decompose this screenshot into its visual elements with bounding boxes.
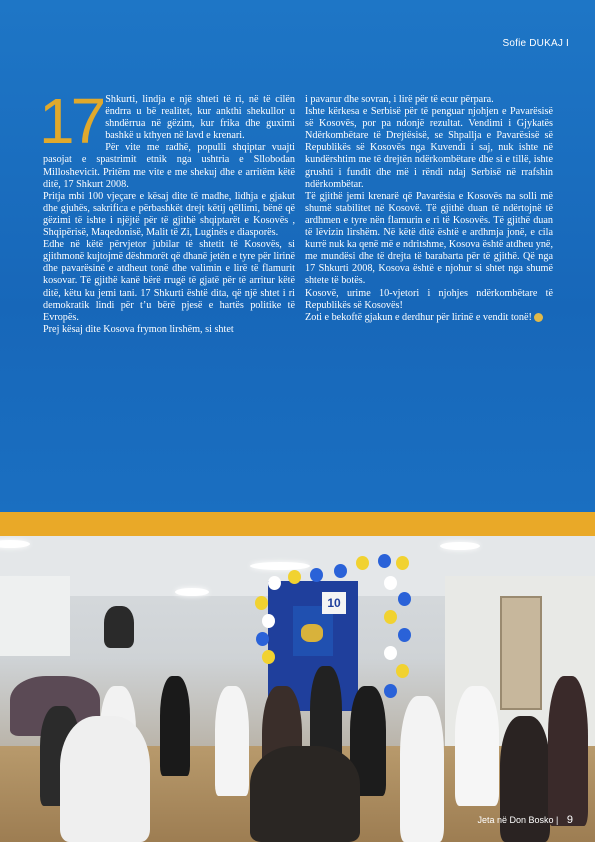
- balloon: [384, 684, 397, 698]
- anniversary-sign: 10: [322, 592, 346, 614]
- dancer: [548, 676, 588, 826]
- page-footer: [477, 814, 573, 826]
- author-name: Sofie DUKAJ I: [502, 38, 569, 49]
- wall-portrait: [104, 606, 134, 648]
- event-photo: [0, 536, 595, 842]
- balloon: [384, 576, 397, 590]
- paragraph: i pavarur dhe sovran, i lirë për të ecur përpara.: [305, 94, 494, 105]
- closing-line: Zoti e bekoftë gjakun e derdhur për lirinë e vendit tonë!: [305, 311, 532, 323]
- paragraph: Prej kësaj dite Kosova frymon lirshëm, si shtet: [43, 323, 234, 335]
- balloon: [396, 664, 409, 678]
- balloon: [268, 576, 281, 590]
- balloon: [356, 556, 369, 570]
- balloon: [396, 556, 409, 570]
- paragraph: [305, 312, 553, 324]
- balloon: [310, 568, 323, 582]
- foreground-person: [250, 746, 360, 842]
- ceiling-light: [440, 542, 480, 550]
- emblem-icon: [534, 313, 543, 322]
- article-column-left: [39, 85, 295, 336]
- photo-door: [500, 596, 542, 710]
- ceiling-light: [250, 562, 310, 570]
- page-number: 9: [566, 814, 573, 826]
- paragraph: Për vite me radhë, populli shqiptar vuajti pasojat e spastrimit etnik nga ushtria e Sllobodan Milloshevicit. Pritëm me vite e me shekuj dhe e arritëm këtë ditë, 17 Shkurt 2008.: [43, 142, 295, 190]
- paragraph: Edhe në këtë përvjetor jubilar të shtetit të Kosovës, si gjithmonë kujtojmë dëshmorët që dhanë jetën e tyre për lirinë dhe pavarësinë e atdheut tonë dhe valimin e lirë të flamurit kosovar. Të gjithë kanë bërë rrugë të gjatë për të arritur këtë ditë, këtu ku jemi tani. 17 Shkurti është dita, që një shtet i ri demokratik lindi për t’u bërë pjesë e hartës politike të Evropës.: [43, 239, 295, 323]
- dancer: [160, 676, 190, 776]
- dancer: [455, 686, 499, 806]
- balloon: [378, 554, 391, 568]
- drop-cap: 17: [39, 85, 103, 157]
- paragraph: Ishte kërkesa e Serbisë për të penguar njohjen e Pavarësisë së Kosovës, por pa ndonjë rezultat. Vendimi i Gjykatës Ndërkombëtare të Drejtësisë, se Shpallja e Pavarësisë së Republikës së Kosovës nga Kuvendi i saj, nuk ishte në kundërshtim me të drejtën ndërkombëtare dhe si e tillë, ishte grushti i fundit dhe më i rëndi ndaj Serbisë në rrafshin ndërkombëtar.: [305, 106, 553, 190]
- paragraph: Shkurti, lindja e një shteti të ri, në të cilën ëndrra u bë realitet, kur ankthi shekullor u shndërrua në gëzim, kur frika dhe guximi bashkë u kthyen në lavd e krenari.: [105, 94, 295, 142]
- photo-window: [0, 576, 70, 656]
- balloon: [398, 628, 411, 642]
- balloon: [255, 596, 268, 610]
- balloon: [262, 650, 275, 664]
- dancer: [215, 686, 249, 796]
- ceiling-light: [175, 588, 209, 596]
- balloon: [334, 564, 347, 578]
- paragraph: Pritja mbi 100 vjeçare e kësaj dite të madhe, lidhja e gjakut dhe gjuhës, sakrifica e përbashkët drejt këtij qëllimi, bënë që gëzimi të ishte i njëjtë për të gjithë shqiptarët e Kosovës , Shqipërisë, Maqedonisë, Malit të Zi, Luginës e diasporës.: [43, 190, 295, 239]
- paragraph: Të gjithë jemi krenarë që Pavarësia e Kosovës na solli më shumë stabilitet në Kosovë. Të gjithë duan të ndërtojnë të ardhmen e tyre nën flamurin e ri të Kosovës. Të gjithë duan të lëvizin lirshëm. Në këtë ditë është e ardhmja jonë, e cila kurrë nuk ka qenë më e ndritshme, Kosova është atdheu ynë, me mundësi dhe të drejta të barabarta për të gjithë. Që nga 17 Shkurti 2008, Kosova është e njohur si shtet nga shumë shtete të botës.: [305, 190, 553, 287]
- dancer: [400, 696, 444, 842]
- decorative-band: [0, 512, 595, 536]
- magazine-name: Jeta në Don Bosko |: [477, 815, 559, 825]
- paragraph: Kosovë, urime 10-vjetori i njohjes ndërkombëtare të Republikës së Kosovës!: [305, 287, 553, 311]
- dancer: [60, 716, 150, 842]
- balloon: [288, 570, 301, 584]
- article-column-right: [305, 94, 553, 324]
- balloon: [398, 592, 411, 606]
- balloon: [384, 610, 397, 624]
- balloon: [256, 632, 269, 646]
- balloon: [262, 614, 275, 628]
- balloon: [384, 646, 397, 660]
